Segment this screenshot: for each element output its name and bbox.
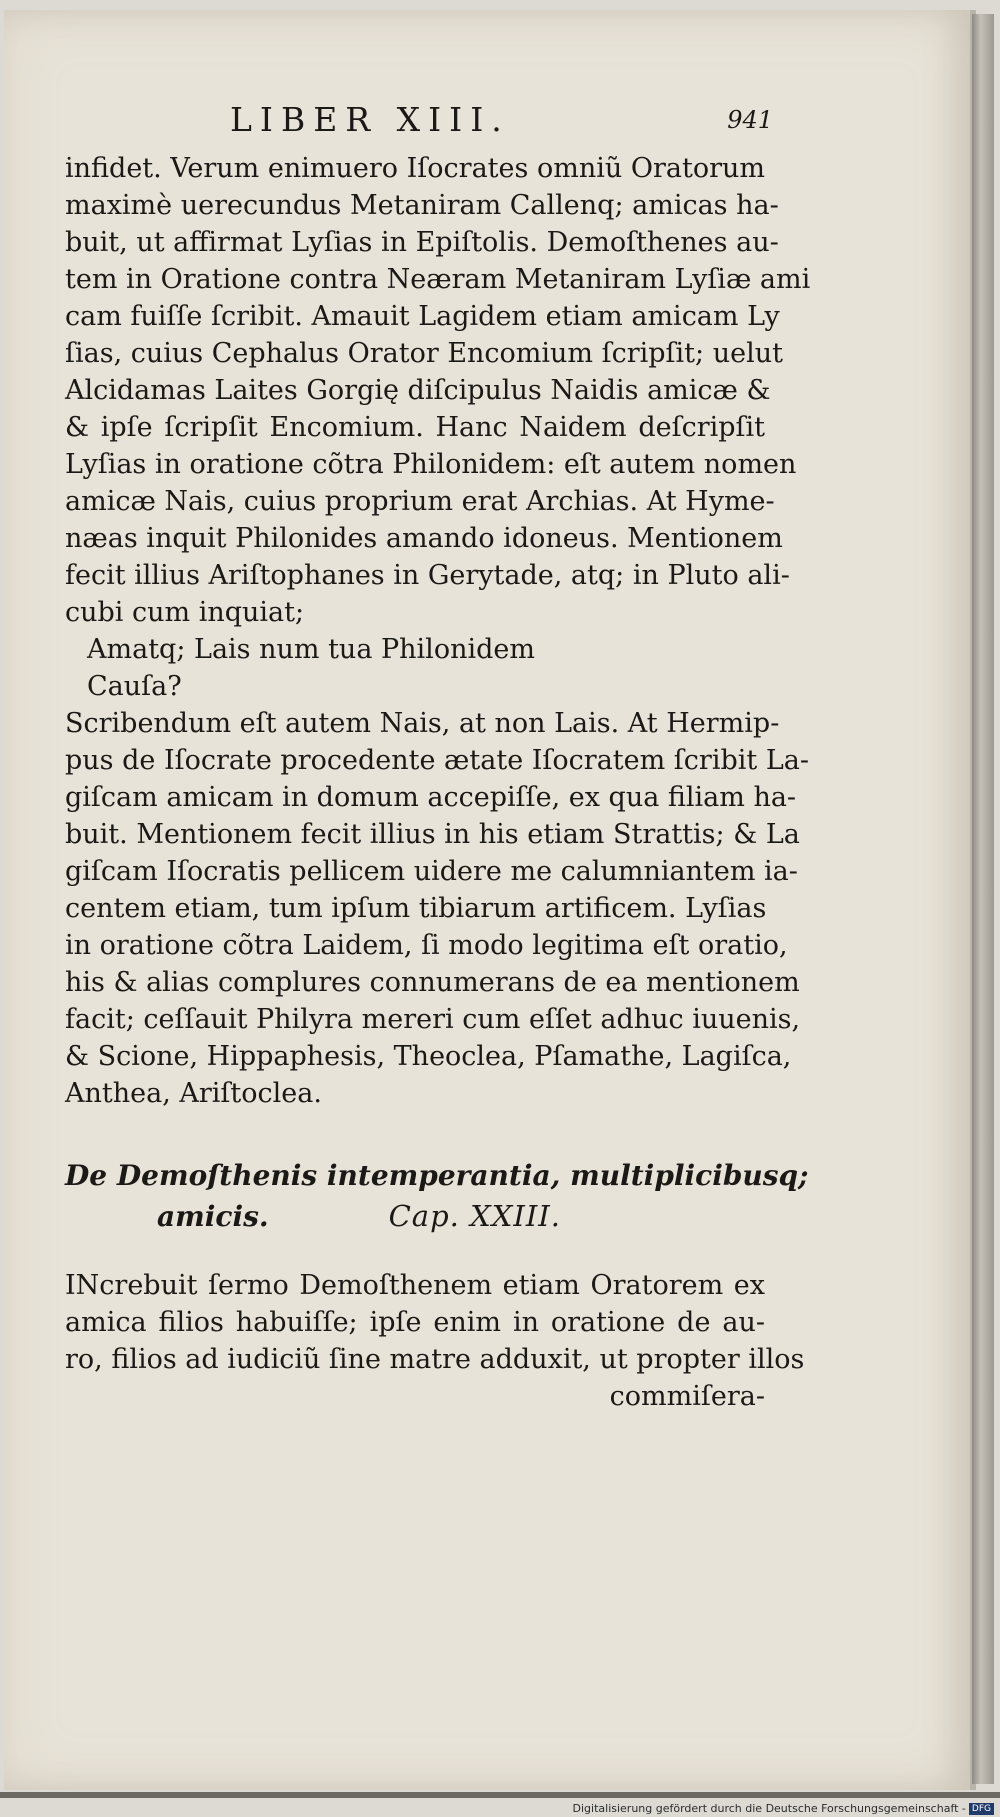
paragraph-2 (65, 705, 809, 1112)
running-head (65, 100, 773, 150)
text-line: maximè uerecundus Metaniram Callenq; amicas ha- (65, 190, 779, 221)
text-line: ro, filios ad iudiciũ ſine matre adduxit, ut propter illos (65, 1344, 805, 1375)
running-title: LIBER XIII. (230, 100, 510, 139)
text-line: facit; ceſſauit Philyra mereri cum eſſet adhuc iuuenis, (65, 1004, 801, 1035)
text-line: Scribendum eſt autem Nais, at non Lais. At Hermip- (65, 708, 780, 739)
digitization-credit (573, 1802, 994, 1815)
text-line: Anthea, Ariſtoclea. (65, 1078, 322, 1109)
chapter-title-word: amicis. (157, 1200, 269, 1233)
text-line: buit, ut affirmat Lyſias in Epiſtolis. Demoſthenes au- (65, 227, 779, 258)
text-line: cubi cum inquiat; (65, 597, 305, 628)
text-line: Alcidamas Laites Gorgię diſcipulus Naidis amicæ & (65, 375, 771, 406)
page-number: 941 (727, 106, 773, 134)
page-edge-bottom (0, 1792, 1000, 1798)
credit-text: Digitalisierung gefördert durch die Deutsche Forschungsgemeinschaft - (572, 1802, 966, 1815)
chapter-title-line-2 (65, 1196, 765, 1237)
paragraph-1 (65, 150, 811, 631)
page-edge-right (972, 14, 994, 1784)
text-line: pus de Iſocrate procedente ætate Iſocratem ſcribit La- (65, 745, 809, 776)
catchword: commiſera- (609, 1381, 765, 1412)
chapter-number: Cap. XXIII. (388, 1199, 561, 1233)
verse-quotation (65, 631, 765, 705)
text-line: cam fuiſſe ſcribit. Amauit Lagidem etiam amicam Ly (65, 301, 780, 332)
text-line: amica filios habuiſſe; ipſe enim in oratione de au- (65, 1307, 765, 1338)
text-line: giſcam Iſocratis pellicem uidere me calumniantem ia- (65, 856, 798, 887)
text-line: infidet. Verum enimuero Iſocrates omniũ Oratorum (65, 153, 765, 184)
text-line: centem etiam, tum ipſum tibiarum artificem. Lyſias (65, 893, 767, 924)
text-line: Lyſias in oratione cõtra Philonidem: eſt autem nomen (65, 449, 797, 480)
text-line: in oratione cõtra Laidem, ſi modo legitima eſt oratio, (65, 930, 788, 961)
text-line: & ipſe ſcripſit Encomium. Hanc Naidem deſcripſit (65, 412, 765, 443)
text-line: tem in Oratione contra Neæram Metaniram Lyſiæ ami (65, 264, 811, 295)
paragraph-3 (65, 1267, 805, 1378)
text-line: buit. Mentionem fecit illius in his etiam Strattis; & La (65, 819, 800, 850)
chapter-title-line-1: De Demoſthenis intemperantia, multiplicibusq; (65, 1159, 809, 1192)
verse-line: Amatq; Lais num tua Philonidem (87, 634, 535, 665)
text-line: ſias, cuius Cephalus Orator Encomium ſcripſit; uelut (65, 338, 783, 369)
text-line: his & alias complures connumerans de ea mentionem (65, 967, 800, 998)
text-line: INcrebuit ſermo Demoſthenem etiam Oratorem ex (65, 1270, 765, 1301)
text-line: & Scione, Hippaphesis, Theoclea, Pſamathe, Lagiſca, (65, 1041, 792, 1072)
chapter-heading (65, 1156, 809, 1237)
verse-line: Cauſa? (87, 671, 182, 702)
text-line: fecit illius Ariſtophanes in Gerytade, atq; in Pluto ali- (65, 560, 790, 591)
dfg-logo: DFG (969, 1803, 994, 1815)
text-line: amicæ Nais, cuius proprium erat Archias. At Hyme- (65, 486, 775, 517)
text-line: giſcam amicam in domum accepiſſe, ex qua filiam ha- (65, 782, 797, 813)
text-line: næas inquit Philonides amando idoneus. Mentionem (65, 523, 783, 554)
text-block (65, 100, 811, 1415)
